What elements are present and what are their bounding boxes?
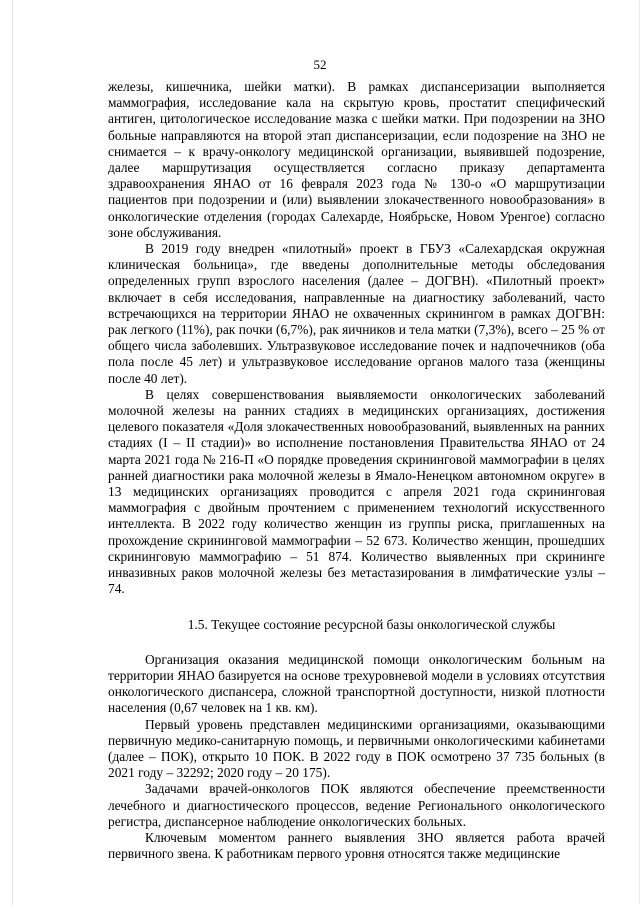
page-edge-left (12, 0, 13, 905)
paragraph-first-level: Первый уровень представлен медицинскими организациями, оказывающими первичную медико-санитарную помощь, и первичными онкологическими кабинетами (далее – ПОК), открыто 10 ПОК. В 2022 году в ПОК осмотрено 37 735 больных (в 2021 году – 32292; 2020 году – 20 175). (108, 716, 605, 781)
paragraph-pok-tasks: Задачами врачей-онкологов ПОК являются обеспечение преемственности лечебного и диагностического процессов, ведение Регионального онкологического регистра, диспансерное наблюдение онкологических больных. (108, 781, 605, 829)
page-number: 52 (313, 57, 327, 72)
paragraph-screening-routing: железы, кишечника, шейки матки). В рамках диспансеризации выполняется маммография, исследование кала на скрытую кровь, простатит специфический антиген, цитологическое исследование мазка с шейки матки. При подозрении на ЗНО больные направляются на второй этап диспансеризации, если подозрение на ЗНО не снимается – к врачу-онкологу медицинской организации, выявившей подозрение, далее маршрутизация осуществляется согласно приказу департамента здравоохранения ЯНАО от 16 февраля 2023 года № 130-о «О маршрутизации пациентов при подозрении и (или) выявлении злокачественного новообразования» в онкологические отделения (городах Салехарде, Ноябрьске, Новом Уренгое) согласно зоне обслуживания. (108, 79, 605, 240)
paragraph-mammography-screening: В целях совершенствования выявляемости онкологических заболеваний молочной железы на ранних стадиях в медицинских организациях, достижения целевого показателя «Доля злокачественных новообразований, выявленных на ранних стадиях (I – II стадии)» во исполнение постановления Правительства ЯНАО от 24 марта 2021 года № 216-П «О порядке проведения скрининговой маммографии в целях ранней диагностики рака молочной железы в Ямало-Ненецком автономном округе» в 13 медицинских организациях проводится с апреля 2021 года скрининговая маммография с двойным прочтением с применением технологий искусственного интеллекта. В 2022 году количество женщин из группы риска, приглашенных на прохождение скрининговой маммографии – 52 673. Количество женщин, прошедших скрининговую маммографию – 51 874. Количество выявленных при скрининге инвазивных раков молочной железы без метастазирования в лимфатические узлы – 74. (108, 386, 605, 597)
paragraph-three-level-model: Организация оказания медицинской помощи онкологическим больным на территории ЯНАО базируется на основе трехуровневой модели в условиях отсутствия онкологического диспансера, сложной транспортной доступности, низкой плотности населения (0,67 человек на 1 кв. км). (108, 651, 605, 716)
page-content (108, 79, 605, 862)
section-heading: 1.5. Текущее состояние ресурсной базы онкологической службы (187, 616, 556, 632)
paragraph-pilot-project: В 2019 году внедрен «пилотный» проект в ГБУЗ «Салехардская окружная клиническая больница», где введены дополнительные методы обследования определенных групп взрослого населения (далее – ДОГВН). «Пилотный проект» включает в себя исследования, направленные на диагностику заболеваний, часто встречающихся на территории ЯНАО не охваченных скринингом в рамках ДОГВН: рак легкого (11%), рак почки (6,7%), рак яичников и тела матки (7,3%), всего – 25 % от общего числа заболевших. Ультразвуковое исследование почек и надпочечников (оба пола после 45 лет) и ультразвуковое исследование органов малого таза (женщины после 40 лет). (108, 241, 605, 386)
paragraph-primary-care-role: Ключевым моментом раннего выявления ЗНО является работа врачей первичного звена. К работникам первого уровня относятся также медицинские (108, 829, 605, 862)
